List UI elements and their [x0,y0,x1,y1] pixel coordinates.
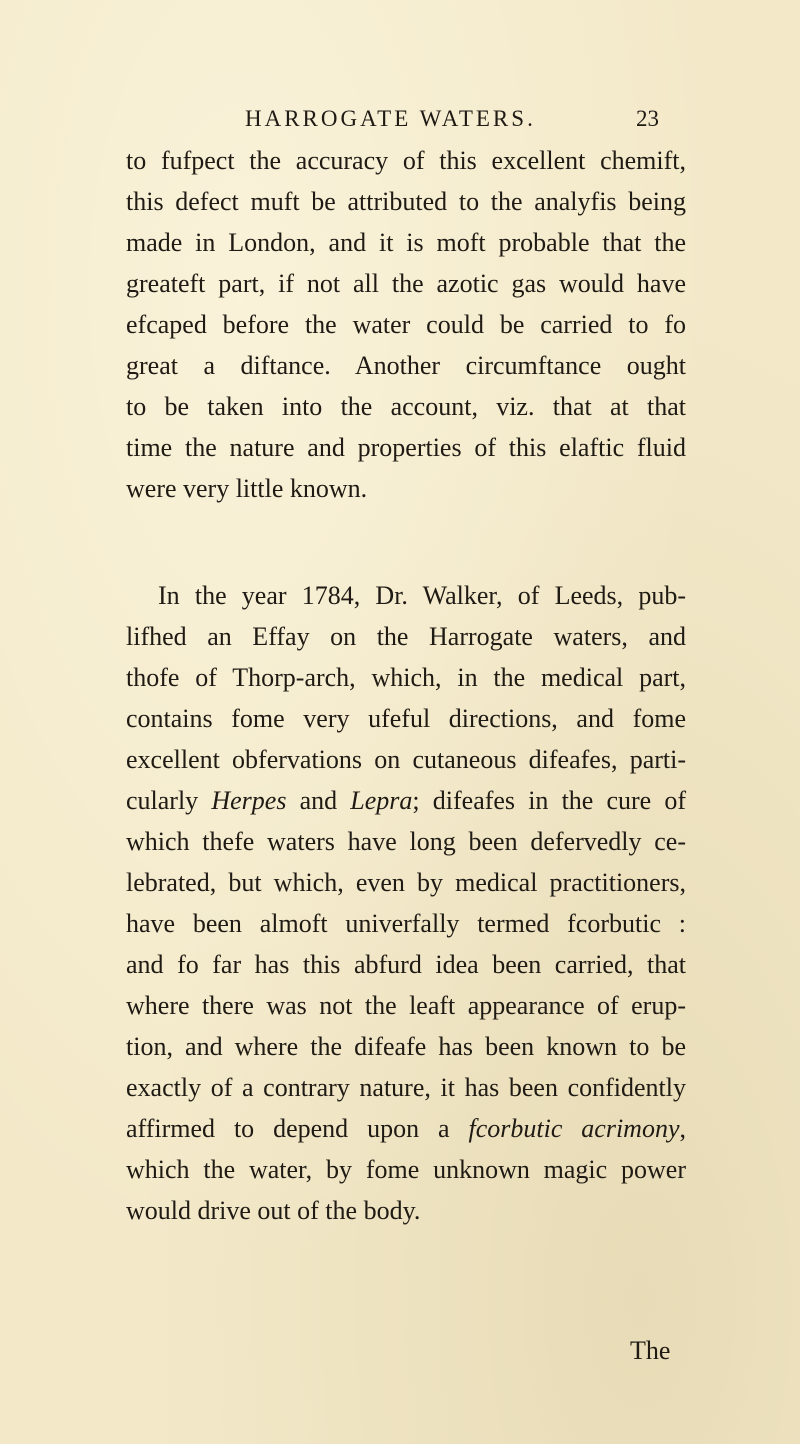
text-run: affirmed to depend upon a [126,1114,469,1143]
text-line [126,780,686,821]
text-line: exactly of a contrary nature, it has been confidently [126,1073,686,1102]
italic-term-scorbutic-acrimony: fcorbutic acrimony [468,1114,680,1143]
page-header [0,100,800,140]
paragraph-2 [126,575,686,1231]
italic-term-herpes: Herpes [211,786,287,815]
text-line: which the water, by fome unknown magic power [126,1155,686,1184]
text-run: , [679,1114,686,1143]
text-line: lifhed an Effay on the Harrogate waters, and [126,622,686,651]
text-line: this defect muft be attributed to the analyfis being [126,187,686,216]
text-line: would drive out of the body. [126,1196,421,1225]
text-line: and fo far has this abfurd idea been carried, that [126,950,686,979]
text-line: great a diftance. Another circumftance ought [126,351,686,380]
text-line: time the nature and properties of this elaftic fluid [126,433,686,462]
text-run: ; difeafes in the cure of [412,786,687,815]
text-line: made in London, and it is moft probable that the [126,228,686,257]
paragraph-1 [126,140,686,509]
text-line: to be taken into the account, viz. that at that [126,392,686,421]
page-number: 23 [636,106,659,131]
running-head: HARROGATE WATERS. [245,106,536,131]
text-line: In the year 1784, Dr. Walker, of Leeds, pub- [158,581,686,610]
text-line: where there was not the leaft appearance of erup- [126,991,686,1020]
text-line: which thefe waters have long been defervedly ce- [126,827,686,856]
text-line: thofe of Thorp-arch, which, in the medical part, [126,663,686,692]
text-line: excellent obfervations on cutaneous difeafes, parti- [126,745,686,774]
catchword: The [630,1336,671,1365]
text-run: and [286,786,351,815]
text-line: greateft part, if not all the azotic gas would have [126,269,686,298]
text-line: tion, and where the difeafe has been known to be [126,1032,686,1061]
text-run: cularly [126,786,212,815]
text-line [126,1108,686,1149]
text-line: contains fome very ufeful directions, and fome [126,704,686,733]
text-line: efcaped before the water could be carried to fo [126,310,686,339]
text-line: were very little known. [126,474,368,503]
text-line: to fufpect the accuracy of this excellent chemift, [126,146,686,175]
italic-term-lepra: Lepra [350,786,413,815]
text-line: lebrated, but which, even by medical practitioners, [126,868,686,897]
text-line: have been almoft univerfally termed fcorbutic : [126,909,686,938]
